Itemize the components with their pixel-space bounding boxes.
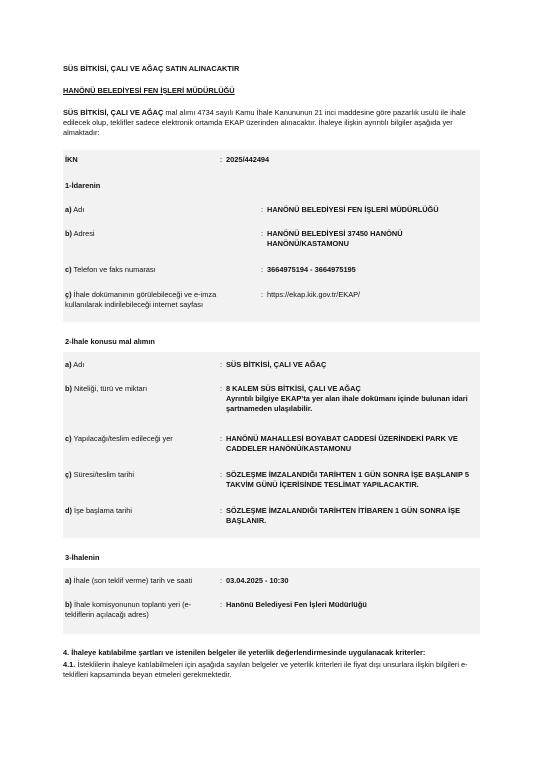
s1-row-c-colon: : (261, 265, 264, 274)
s3-row-b-colon: : (220, 600, 223, 609)
s1-row-a-value: HANÖNÜ BELEDİYESİ FEN İŞLERİ MÜDÜRLÜĞÜ (267, 205, 439, 214)
ikn-label: İKN (65, 155, 78, 164)
s2-row-c-colon: : (220, 434, 223, 443)
intro-text: mal alımı 4734 sayılı Kamu İhale Kanununun 21 inci maddesine göre pazarlık usulü ile ihale edilecek olup, teklifler sadece elektronik ortamda EKAP üzerinden alınacaktır. İhaleye ilişkin ayrıntılı bilgiler aşağıda yer almaktadır: (63, 108, 466, 138)
s3-row-b-value: Hanönü Belediyesi Fen İşleri Müdürlüğü (226, 600, 367, 609)
section-4-number: 4.1. (63, 660, 76, 669)
organization-heading: HANÖNÜ BELEDİYESİ FEN İŞLERİ MÜDÜRLÜĞÜ (63, 86, 235, 95)
section-3-title: 3-İhalenin (65, 553, 100, 562)
document-title: SÜS BİTKİSİ, ÇALI VE AĞAÇ SATIN ALINACAKTIR (63, 64, 240, 73)
s1-row-b-value: HANÖNÜ BELEDİYESİ 37450 HANÖNÜ HANÖNÜ/KASTAMONU (267, 229, 403, 249)
s2-row-b-colon: : (220, 384, 223, 393)
intro-paragraph (63, 108, 481, 139)
s3-row-a-label: a) İhale (son teklif verme) tarih ve saati (65, 576, 193, 585)
s2-row-c2-label: ç) Süresi/teslim tarihi (65, 470, 135, 479)
ikn-value: 2025/442494 (226, 155, 270, 164)
s2-row-b-label: b) Niteliği, türü ve miktarı (65, 384, 148, 393)
s2-row-a-label: a) Adı (65, 360, 85, 369)
s1-row-c2-colon: : (261, 290, 264, 299)
section-1-title: 1-İdarenin (65, 181, 101, 190)
s1-row-a-colon: : (261, 205, 264, 214)
s2-row-c-value: HANÖNÜ MAHALLESİ BOYABAT CADDESİ ÜZERİNDEKİ PARK VE CADDELER HANÖNÜ/KASTAMONU (226, 434, 458, 454)
intro-bold-text: SÜS BİTKİSİ, ÇALI VE AĞAÇ (63, 108, 164, 117)
s3-row-b-label: b) İhale komisyonunun toplantı yeri (e-tekliflerin açılacağı adres) (65, 600, 192, 620)
s2-row-c2-colon: : (220, 470, 223, 479)
s2-row-d-label: d) İşe başlama tarihi (65, 506, 132, 515)
s2-row-a-colon: : (220, 360, 223, 369)
section-2-title: 2-İhale konusu mal alımın (65, 337, 155, 346)
s2-row-d-value: SÖZLEŞME İMZALANDIĞI TARİHTEN İTİBAREN 1 GÜN SONRA İŞE BAŞLANIR. (226, 506, 461, 526)
s3-row-a-colon: : (220, 576, 223, 585)
s1-row-c2-value: https://ekap.kik.gov.tr/EKAP/ (267, 290, 361, 299)
s1-row-b-label: b) Adresi (65, 229, 95, 238)
s2-row-a-value: SÜS BİTKİSİ, ÇALI VE AĞAÇ (226, 360, 327, 369)
ikn-colon: : (220, 155, 223, 164)
s1-row-c2-label: ç) İhale dokümanının görülebileceği ve e-imza kullanılarak indirilebileceği internet sayfası (65, 290, 217, 310)
section-4-text: İsteklilerin ihaleye katılabilmeleri için aşağıda sayılan belgeler ve yeterlik kriterleri ile fiyat dışı unsurlara ilişkin bilgileri e-teklifleri kapsamında beyan etmeleri gerekmektedir. (63, 660, 468, 680)
s1-row-c-label: c) Telefon ve faks numarası (65, 265, 156, 274)
section-4-paragraph (63, 660, 481, 680)
s2-row-c-label: c) Yapılacağı/teslim edileceği yer (65, 434, 173, 443)
s2-row-d-colon: : (220, 506, 223, 515)
s1-row-b-colon: : (261, 229, 264, 238)
s2-row-b-value: 8 KALEM SÜS BİTKİSİ, ÇALI VE AĞAÇ Ayrıntılı bilgiye EKAP’ta yer alan ihale dokümanı içinde bulunan idari şartnameden ulaşılabilir. (226, 384, 468, 414)
s2-row-c2-value: SÖZLEŞME İMZALANDIĞI TARİHTEN 1 GÜN SONRA İŞE BAŞLANIP 5 TAKVİM GÜNÜ İÇERİSİNDE TESLİMAT YAPILACAKTIR. (226, 470, 469, 490)
s1-row-c-value: 3664975194 - 3664975195 (267, 265, 356, 274)
section-4-title: 4. İhaleye katılabilme şartları ve istenilen belgeler ile yeterlik değerlendirmesinde uygulanacak kriterler: (63, 648, 426, 657)
s3-row-a-value: 03.04.2025 - 10:30 (226, 576, 289, 585)
s1-row-a-label: a) Adı (65, 205, 85, 214)
